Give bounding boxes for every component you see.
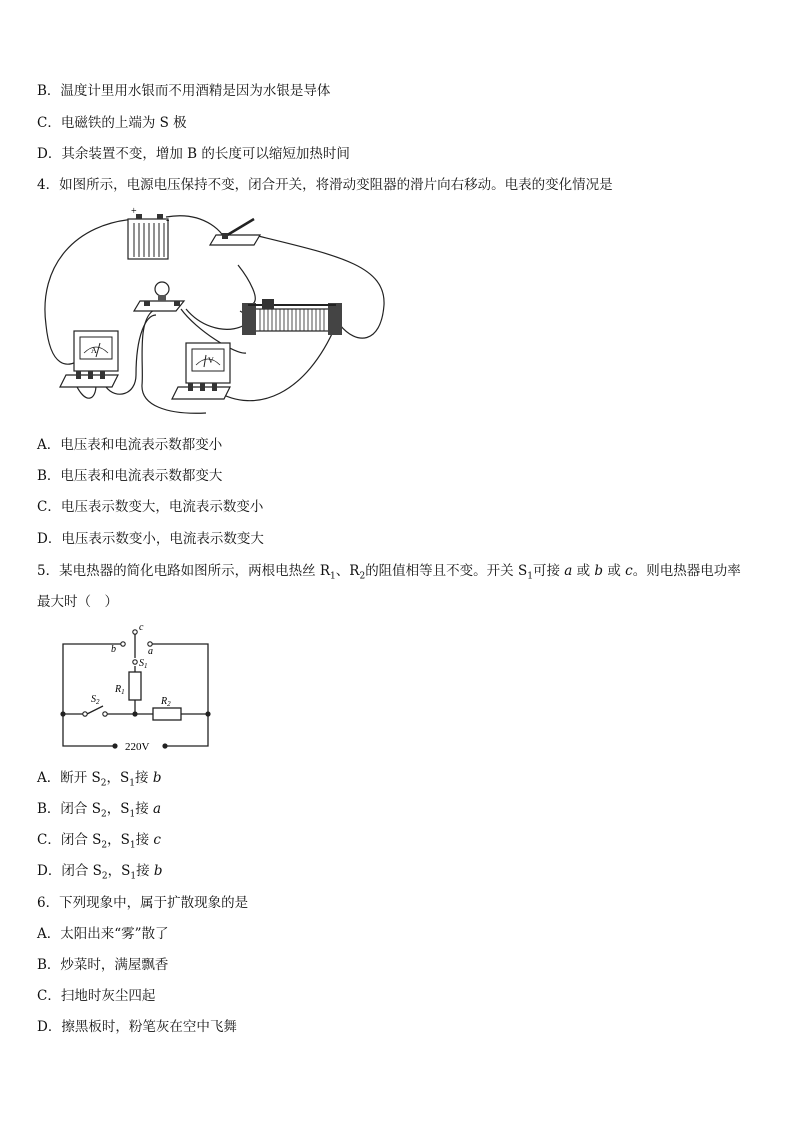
q3-option-c: C．电磁铁的上端为 S 极	[37, 115, 187, 131]
q4-option-b: B．电压表和电流表示数都变大	[37, 468, 223, 484]
q6-option-d: D．擦黑板时，粉笔灰在空中飞舞	[37, 1019, 237, 1035]
q5-circuit-diagram	[55, 620, 220, 755]
q6-option-a: A．太阳出来“雾”散了	[37, 926, 169, 942]
rheostat-icon	[242, 299, 342, 335]
q4-option-c: C．电压表示数变大，电流表示数变小	[37, 499, 264, 515]
knife-switch-icon	[210, 219, 260, 245]
q5-option-a: A．断开 $S_2$，$S_1$接 b	[37, 770, 162, 789]
ammeter-label: A	[91, 346, 97, 355]
q6-option-b: B．炒菜时，满屋飘香	[37, 957, 169, 973]
battery-icon	[128, 214, 168, 259]
voltmeter-label: V	[208, 356, 214, 365]
r1-label: $R_1$	[115, 684, 125, 696]
s1-label: $S_1$	[139, 658, 148, 670]
q4-circuit-figure	[36, 205, 388, 423]
battery-minus-label: -	[166, 215, 170, 226]
terminal-c-label: c	[139, 622, 144, 633]
q5-option-d: D．闭合 $S_2$，$S_1$接 b	[37, 863, 163, 882]
r2-resistor-icon	[153, 708, 181, 720]
s2-label: $S_2$	[91, 694, 100, 706]
q4-option-a: A．电压表和电流表示数都变小	[37, 437, 223, 453]
voltage-label: 220V	[125, 741, 150, 753]
r2-label: $R_2$	[161, 696, 171, 708]
q3-option-b: B．温度计里用水银而不用酒精是因为水银是导体	[37, 83, 331, 99]
q4-option-d: D．电压表示数变小，电流表示数变大	[37, 531, 264, 547]
battery-plus-label: +	[131, 206, 137, 217]
r1-resistor-icon	[129, 672, 141, 700]
ammeter-icon	[60, 331, 118, 387]
q4-stem: 4．如图所示，电源电压保持不变，闭合开关，将滑动变阻器的滑片向右移动。电表的变化情况是	[37, 177, 613, 193]
q3-option-d: D．其余装置不变，增加 B 的长度可以缩短加热时间	[37, 146, 350, 162]
voltmeter-icon	[172, 343, 230, 399]
q5-stem: 5．某电热器的简化电路如图所示，两根电热丝 $R_1$、$R_2$的阻值相等且不变。开关 $S_1$可接 a 或 b 或 c。则电热器电功率	[37, 563, 741, 582]
terminal-a-label: a	[148, 646, 153, 657]
q5-stem-line2: 最大时（ ）	[37, 594, 118, 610]
q6-stem: 6．下列现象中，属于扩散现象的是	[37, 895, 249, 911]
bulb-icon	[134, 282, 184, 311]
q5-option-c: C．闭合 $S_2$，$S_1$接 c	[37, 832, 161, 851]
q5-option-b: B．闭合 $S_2$，$S_1$接 a	[37, 801, 162, 820]
q6-option-c: C．扫地时灰尘四起	[37, 988, 156, 1004]
terminal-b-label: b	[111, 644, 116, 655]
